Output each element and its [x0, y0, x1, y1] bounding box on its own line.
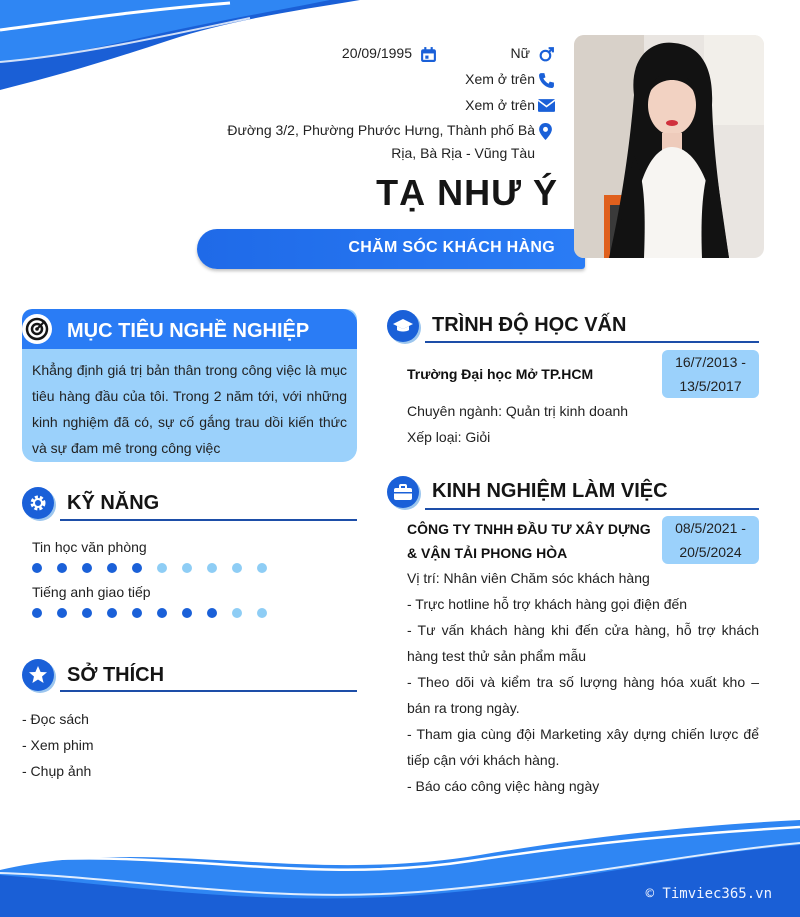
address-line1: Đường 3/2, Phường Phước Hưng, Thành phố Bà: [227, 122, 535, 138]
experience-date-end: 20/5/2024: [679, 544, 742, 560]
education-date-box: [662, 350, 759, 398]
skill-name-office: Tin học văn phòng: [32, 539, 147, 555]
skill-dot-filled: [82, 563, 92, 573]
skill-dot-filled: [107, 608, 117, 618]
job-title: CHĂM SÓC KHÁCH HÀNG: [348, 239, 555, 256]
skill-dot-filled: [132, 563, 142, 573]
hobbies-title: SỞ THÍCH: [67, 664, 165, 686]
location-icon: [537, 123, 554, 140]
experience-task: - Báo cáo công việc hàng ngày: [407, 778, 600, 794]
experience-date-box: [662, 516, 759, 564]
education-major: Chuyên ngành: Quản trị kinh doanh: [407, 403, 629, 419]
skills-underline: [60, 519, 357, 521]
address-line2: Rịa, Bà Rịa - Vũng Tàu: [391, 145, 535, 161]
experience-task: - Trực hotline hỗ trợ khách hàng gọi điện đến: [407, 596, 688, 612]
skills-title: KỸ NĂNG: [67, 492, 160, 514]
school-name: Trường Đại học Mở TP.HCM: [407, 366, 594, 382]
experience-details: [407, 565, 759, 799]
gear-icon: [28, 493, 48, 513]
hobbies-underline: [60, 690, 357, 692]
skill-dot-filled: [182, 608, 192, 618]
skill-dot-empty: [157, 563, 167, 573]
education-underline: [425, 341, 759, 343]
company-name-line1: CÔNG TY TNHH ĐẦU TƯ XÂY DỰNG: [407, 521, 651, 537]
skill-dot-empty: [257, 563, 267, 573]
star-icon: [28, 665, 48, 685]
experience-position: Vị trí: Nhân viên Chăm sóc khách hàng: [407, 570, 650, 586]
education-date-start: 16/7/2013 -: [675, 354, 746, 370]
birthday-text: 20/09/1995: [341, 45, 412, 61]
profile-photo: [574, 35, 764, 258]
calendar-icon: [420, 46, 437, 63]
gender-icon: [538, 46, 555, 63]
experience-date-start: 08/5/2021 -: [675, 520, 746, 536]
email-text: Xem ở trên: [465, 97, 535, 113]
experience-task: - Tham gia cùng đội Marketing xây dựng chiến lược để tiếp cận với khách hàng.: [407, 726, 759, 768]
hobbies-icon-badge: [22, 659, 54, 691]
skills-icon-badge: [22, 487, 54, 519]
experience-title: KINH NGHIỆM LÀM VIỆC: [432, 480, 668, 502]
objective-icon-badge: [22, 314, 52, 344]
skill-dot-empty: [232, 563, 242, 573]
skill-dot-filled: [32, 608, 42, 618]
skill-dot-empty: [207, 563, 217, 573]
skill-dot-filled: [57, 608, 67, 618]
objective-text: Khẳng định giá trị bản thân trong công việc là mục tiêu hàng đầu của tôi. Trong 2 năm tới, với những kinh nghiệm đã có, sự cố gắng trau dồi kiến thức và sự đam mê trong công việc: [32, 362, 347, 456]
company-name: [407, 517, 657, 565]
briefcase-icon: [393, 482, 413, 502]
skill-dot-filled: [132, 608, 142, 618]
hobby-item: - Xem phim: [22, 737, 94, 753]
education-icon-badge: [387, 310, 419, 342]
skill-dot-filled: [157, 608, 167, 618]
copyright-text: © Timviec365.vn: [645, 886, 772, 902]
objective-title: MỤC TIÊU NGHỀ NGHIỆP: [67, 320, 310, 342]
skill-dot-filled: [32, 563, 42, 573]
candidate-name: TẠ NHƯ Ý: [376, 172, 558, 213]
experience-icon-badge: [387, 476, 419, 508]
hobby-item: - Chụp ảnh: [22, 763, 92, 779]
education-title: TRÌNH ĐỘ HỌC VẤN: [432, 314, 627, 336]
skill-dot-empty: [232, 608, 242, 618]
header-wave-decoration: [0, 0, 370, 95]
graduation-cap-icon: [393, 316, 413, 336]
email-icon: [538, 97, 555, 114]
phone-text: Xem ở trên: [465, 71, 535, 87]
target-icon: [22, 314, 52, 344]
phone-icon: [538, 72, 555, 89]
company-name-line2: & VẬN TẢI PHONG HÒA: [407, 545, 568, 561]
skill-dot-empty: [257, 608, 267, 618]
hobby-item: - Đọc sách: [22, 711, 89, 727]
education-date-end: 13/5/2017: [679, 378, 742, 394]
experience-task: - Theo dõi và kiểm tra số lượng hàng hóa xuất kho – bán ra trong ngày.: [407, 674, 759, 716]
skill-dot-filled: [57, 563, 67, 573]
skill-dot-filled: [207, 608, 217, 618]
experience-task: - Tư vấn khách hàng khi đến cửa hàng, hỗ trợ khách hàng test thử sản phẩm mẫu: [407, 622, 759, 664]
skill-name-english: Tiếng anh giao tiếp: [32, 584, 151, 600]
experience-underline: [425, 508, 759, 510]
skill-dot-empty: [182, 563, 192, 573]
skill-dot-filled: [107, 563, 117, 573]
skill-dot-filled: [82, 608, 92, 618]
education-grade: Xếp loại: Giỏi: [407, 429, 491, 445]
gender-text: Nữ: [510, 45, 530, 61]
role-banner: [197, 229, 585, 269]
